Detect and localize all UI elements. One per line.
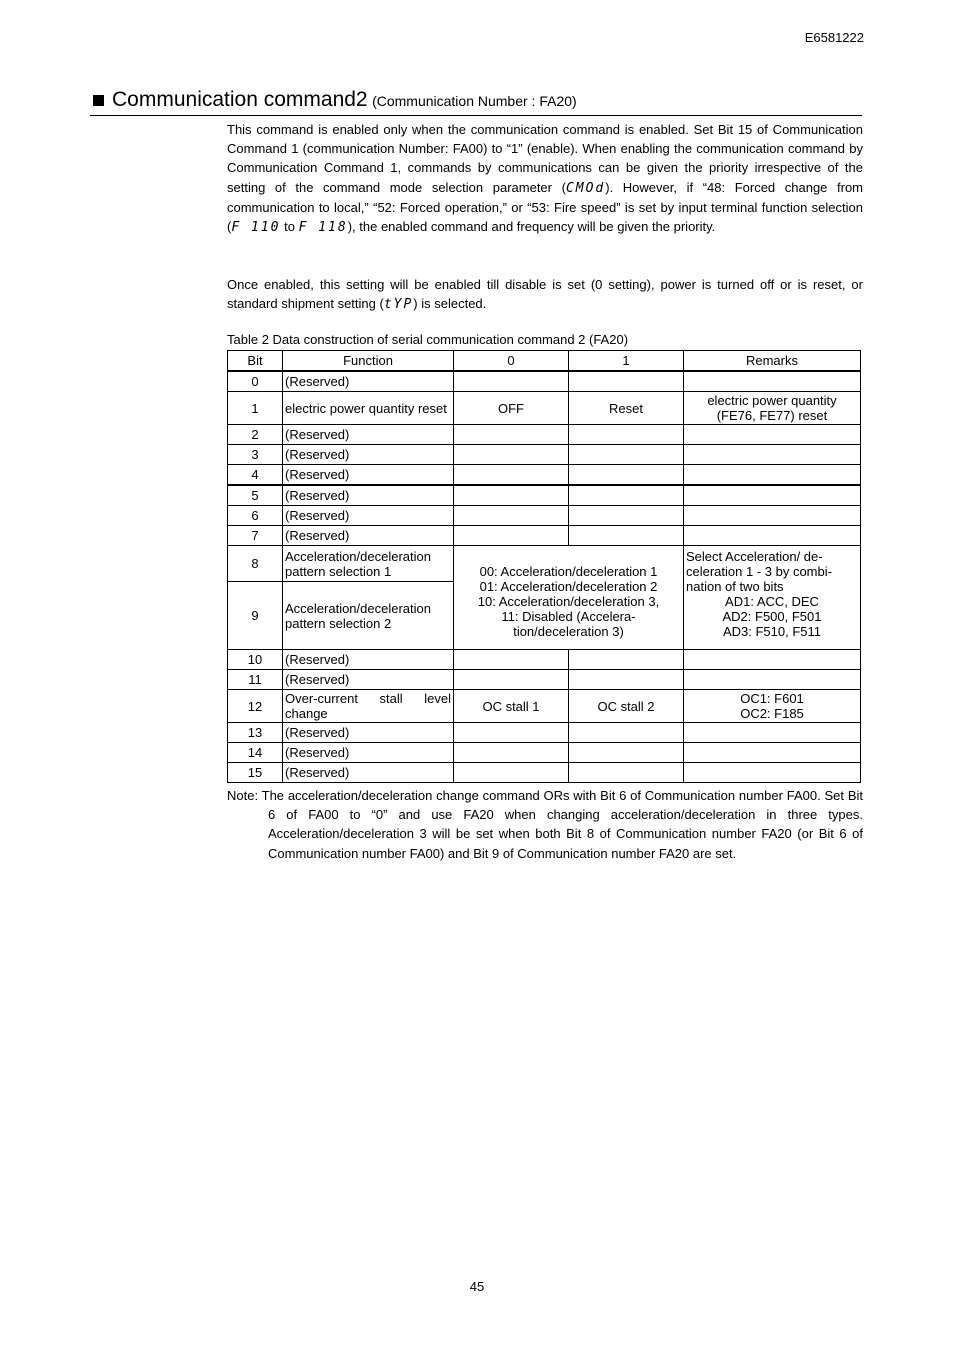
function-cell: (Reserved) <box>283 650 454 670</box>
param-f110: F 110 <box>231 220 281 236</box>
bit-cell: 5 <box>228 485 283 506</box>
remarks-cell <box>684 670 861 690</box>
para1-text-2: ). However, if “48: Forced change from communication to local,” “52: Forced operation,” or “53: Fire speed” is set by input terminal function selection ( <box>227 179 864 235</box>
bit-cell: 8 <box>228 546 283 582</box>
remarks-cell <box>684 690 861 723</box>
header-remarks: Remarks <box>684 351 861 372</box>
bit-cell: 14 <box>228 743 283 763</box>
table-row <box>228 763 861 783</box>
param-cmod: CMOd <box>565 180 606 196</box>
function-cell: (Reserved) <box>283 743 454 763</box>
value1-cell <box>569 763 684 783</box>
value1-cell <box>569 445 684 465</box>
remarks-line: nation of two bits <box>686 579 784 594</box>
remarks-cell <box>684 445 861 465</box>
bit-cell: 3 <box>228 445 283 465</box>
paragraph-2 <box>227 275 863 314</box>
function-cell: (Reserved) <box>283 445 454 465</box>
value1-cell: Reset <box>569 392 684 425</box>
value0-cell <box>454 465 569 486</box>
function-line: pattern selection 1 <box>285 563 392 579</box>
table-header-row <box>228 351 861 372</box>
value1-cell <box>569 506 684 526</box>
section-subtitle: (Communication Number : FA20) <box>372 93 577 109</box>
remarks-cell <box>684 425 861 445</box>
value0-cell: OC stall 1 <box>454 690 569 723</box>
remarks-line: electric power quantity <box>707 393 837 408</box>
table-row <box>228 546 861 582</box>
remarks-line: Select Acceleration/ de- <box>686 549 823 564</box>
value0-cell <box>454 371 569 392</box>
value0-cell <box>454 526 569 546</box>
command-table <box>227 350 861 783</box>
value1-cell <box>569 371 684 392</box>
function-cell: (Reserved) <box>283 670 454 690</box>
remarks-line: AD3: F510, F511 <box>722 624 822 639</box>
table-row <box>228 723 861 743</box>
value0-cell <box>454 485 569 506</box>
bit-cell: 11 <box>228 670 283 690</box>
value0-cell <box>454 723 569 743</box>
remarks-cell <box>684 392 861 425</box>
table-row <box>228 526 861 546</box>
remarks-line: AD2: F500, F501 <box>722 609 822 624</box>
function-line: Acceleration/deceleration <box>285 600 431 616</box>
function-cell: electric power quantity reset <box>283 392 454 425</box>
square-bullet-icon <box>93 95 104 106</box>
table-note <box>227 786 863 863</box>
bit-cell: 0 <box>228 371 283 392</box>
param-typ: tYP <box>383 297 414 313</box>
section-title: Communication command2 <box>112 88 368 111</box>
para1-text-3: to <box>280 219 299 235</box>
remarks-cell <box>684 723 861 743</box>
value-line: 10: Acceleration/deceleration 3, <box>477 593 660 609</box>
remarks-cell <box>684 650 861 670</box>
table-row <box>228 485 861 506</box>
table-row <box>228 425 861 445</box>
remarks-line: celeration 1 - 3 by combi- <box>686 564 832 579</box>
value0-cell <box>454 506 569 526</box>
header-0: 0 <box>454 351 569 372</box>
bit-cell: 6 <box>228 506 283 526</box>
para2-text-2: ) is selected. <box>413 296 487 312</box>
accel-pattern-remarks-cell <box>684 546 861 650</box>
document-id: E6581222 <box>804 30 864 45</box>
value0-cell <box>454 650 569 670</box>
function-cell <box>283 546 454 582</box>
value1-cell <box>569 723 684 743</box>
remarks-cell <box>684 465 861 486</box>
function-cell: (Reserved) <box>283 371 454 392</box>
table-row <box>228 392 861 425</box>
header-function: Function <box>283 351 454 372</box>
table-row <box>228 743 861 763</box>
table-row <box>228 690 861 723</box>
function-cell: (Reserved) <box>283 465 454 486</box>
bit-cell: 10 <box>228 650 283 670</box>
remarks-cell <box>684 743 861 763</box>
table-row <box>228 445 861 465</box>
para2-text-1: Once enabled, this setting will be enabled till disable is set (0 setting), power is turned off or is reset, or standard shipment setting ( <box>227 277 863 312</box>
function-cell: (Reserved) <box>283 425 454 445</box>
value0-cell: OFF <box>454 392 569 425</box>
remarks-cell <box>684 371 861 392</box>
para1-text-4: ), the enabled command and frequency will be given the priority. <box>347 219 716 235</box>
function-line: Acceleration/deceleration <box>285 548 431 564</box>
value1-cell <box>569 485 684 506</box>
remarks-cell <box>684 485 861 506</box>
param-f118: F 118 <box>298 220 348 236</box>
value0-cell <box>454 445 569 465</box>
bit-cell: 15 <box>228 763 283 783</box>
table-row <box>228 670 861 690</box>
function-line: pattern selection 2 <box>285 615 392 631</box>
value-line: 11: Disabled (Accelera- <box>501 608 636 624</box>
bit-cell: 9 <box>228 582 283 650</box>
bit-cell: 7 <box>228 526 283 546</box>
remarks-cell <box>684 763 861 783</box>
table-row <box>228 371 861 392</box>
function-cell: (Reserved) <box>283 485 454 506</box>
value0-cell <box>454 425 569 445</box>
bit-cell: 1 <box>228 392 283 425</box>
value1-cell <box>569 650 684 670</box>
function-cell: (Reserved) <box>283 723 454 743</box>
value1-cell <box>569 743 684 763</box>
function-cell: (Reserved) <box>283 506 454 526</box>
function-cell: Over-current stall level change <box>283 690 454 723</box>
paragraph-1 <box>227 120 863 237</box>
remarks-line: OC1: F601 <box>740 691 804 706</box>
value-line: tion/deceleration 3) <box>513 623 624 639</box>
accel-pattern-values-cell <box>454 546 684 650</box>
function-cell: (Reserved) <box>283 526 454 546</box>
table-row <box>228 506 861 526</box>
value-line: 00: Acceleration/deceleration 1 <box>479 563 658 579</box>
section-heading <box>90 88 862 116</box>
table-caption: Table 2 Data construction of serial communication command 2 (FA20) <box>227 332 629 347</box>
value1-cell <box>569 670 684 690</box>
table-row <box>228 465 861 486</box>
function-cell <box>283 582 454 650</box>
page-number: 45 <box>469 1279 485 1294</box>
header-bit: Bit <box>228 351 283 372</box>
bit-cell: 2 <box>228 425 283 445</box>
value1-cell: OC stall 2 <box>569 690 684 723</box>
table-row <box>228 650 861 670</box>
value0-cell <box>454 763 569 783</box>
note-text: Note: The acceleration/deceleration change command ORs with Bit 6 of Communication number FA00. Set Bit 6 of FA00 to “0” and use FA20 when changing acceleration/deceleration in three types. Acceleration/deceleration 3 will be set when both Bit 8 of Communication number FA20 (or Bit 6 of Communication number FA00) and Bit 9 of Communication number FA20 are set. <box>227 788 863 861</box>
remarks-line: OC2: F185 <box>740 706 804 721</box>
header-1: 1 <box>569 351 684 372</box>
value0-cell <box>454 743 569 763</box>
function-cell: (Reserved) <box>283 763 454 783</box>
value1-cell <box>569 425 684 445</box>
bit-cell: 12 <box>228 690 283 723</box>
remarks-line: (FE76, FE77) reset <box>716 408 828 423</box>
remarks-cell <box>684 506 861 526</box>
value1-cell <box>569 465 684 486</box>
bit-cell: 4 <box>228 465 283 486</box>
value1-cell <box>569 526 684 546</box>
bit-cell: 13 <box>228 723 283 743</box>
value0-cell <box>454 670 569 690</box>
value-line: 01: Acceleration/deceleration 2 <box>479 578 658 594</box>
remarks-line: AD1: ACC, DEC <box>725 594 819 609</box>
para1-text-1: This command is enabled only when the communication command is enabled. Set Bit 15 of Communication Command 1 (communication Number: FA00) to “1” (enable). When enabling the communication command by Communication Command 1, commands by communications can be given the priority irrespective of the setting of the command mode selection parameter ( <box>227 122 863 195</box>
remarks-cell <box>684 526 861 546</box>
